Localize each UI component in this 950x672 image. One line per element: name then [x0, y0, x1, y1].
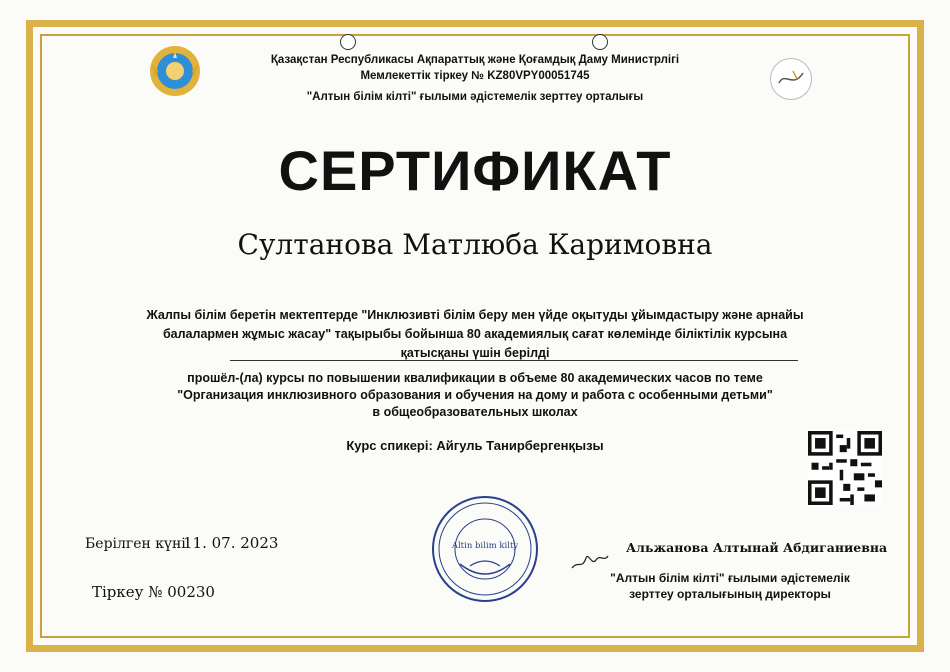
qr-code-icon — [808, 431, 882, 505]
kazakh-description — [60, 306, 890, 363]
certificate-title: СЕРТИФИКАТ — [278, 139, 672, 202]
kz-line-1: Жалпы білім беретін мектептерде "Инклюзивті білім беру мен үйде оқытуды ұйымдастыру және арнайы — [146, 308, 804, 322]
director-name: Альжанова Алтынай Абдиганиевна — [626, 540, 888, 555]
director-role-line-1: "Алтын білім кілті" ғылыми әдістемелік — [610, 571, 850, 585]
logo-left-icon — [340, 34, 356, 50]
ministry-title: Қазақстан Республикасы Ақпараттық және Қоғамдық Даму Министрлігі — [270, 54, 680, 66]
kz-line-2: балалармен жұмыс жасау" тақырыбы бойынша 80 академиялық сағат көлемінде біліктілік курсына — [162, 327, 788, 341]
organization-seal — [430, 494, 540, 604]
course-speaker: Курс спикері: Айгуль Танирбергенқызы — [346, 438, 604, 453]
state-registration: Мемлекеттік тіркеу № KZ80VPY00051745 — [360, 70, 590, 82]
registration-value: 00230 — [167, 583, 215, 601]
registration-label: Тіркеу № — [92, 583, 163, 601]
director-role — [600, 570, 860, 602]
russian-description — [60, 370, 890, 421]
center-name: "Алтын білім кілті" ғылыми әдістемелік зерттеу орталығы — [306, 91, 644, 103]
ru-line-3: в общеобразовательных школах — [372, 405, 578, 419]
recipient-name: Султанова Матлюба Каримовна — [237, 228, 713, 261]
divider-line — [230, 360, 798, 361]
director-role-line-2: зерттеу орталығының директоры — [629, 587, 831, 601]
kz-line-3: қатысқаны үшін берілді — [400, 346, 550, 360]
seal-text: Altin bilim kilty — [451, 541, 519, 551]
issued-date-label: Берілген күні — [85, 536, 186, 552]
ru-line-1: прошёл-(ла) курсы по повышении квалификации в объеме 80 академических часов по теме — [187, 371, 763, 385]
registration-number — [92, 583, 215, 601]
ru-line-2: "Организация инклюзивного образования и обучения на дому и работа с особенными детьми" — [177, 388, 773, 402]
logo-right-icon — [592, 34, 608, 50]
issued-date-value: 11. 07. 2023 — [183, 534, 279, 552]
